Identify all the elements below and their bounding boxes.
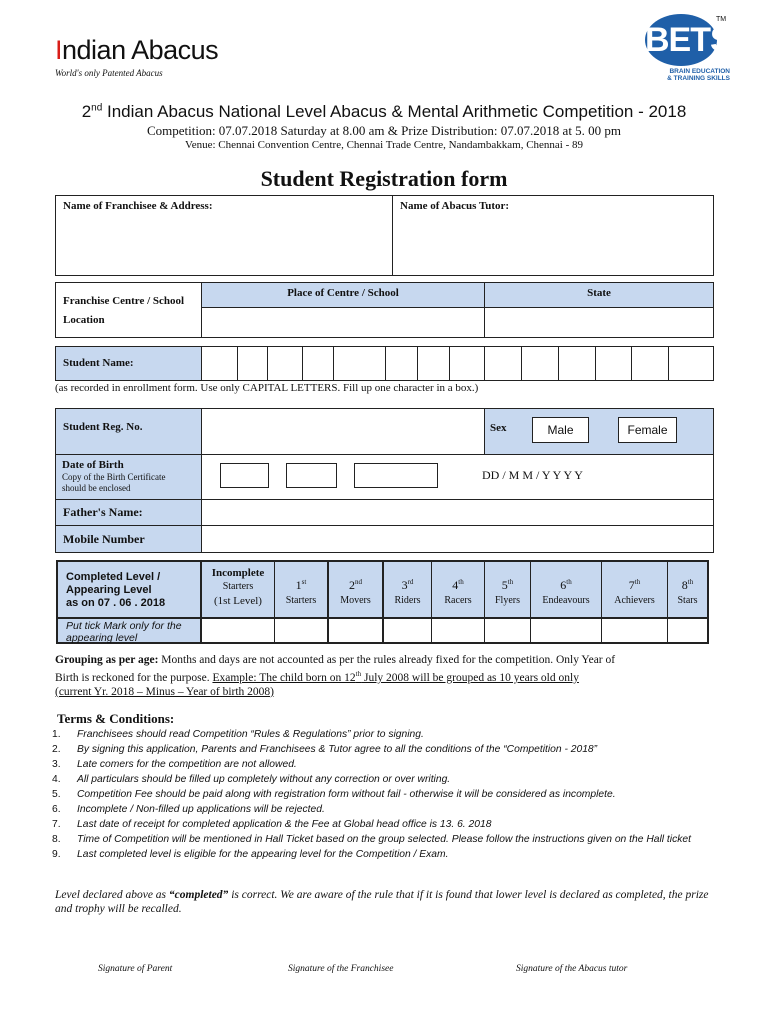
- dob-label: Date of Birth: [62, 459, 124, 471]
- level-header-endeavours: [530, 560, 602, 619]
- state-header: State: [484, 282, 714, 308]
- tick-box-riders[interactable]: [383, 618, 432, 644]
- bets-subtitle-line1: BRAIN EDUCATION: [669, 68, 730, 75]
- competition-heading: [0, 102, 768, 122]
- level-number: 7th: [628, 578, 641, 592]
- term-number: 4.: [52, 774, 61, 785]
- level-name: Racers: [444, 595, 472, 606]
- incomplete-level-header: [201, 560, 275, 619]
- term-number: 5.: [52, 789, 61, 800]
- bets-subtitle-line2: & TRAINING SKILLS: [667, 75, 730, 82]
- heading-main: Indian Abacus National Level Abacus & Mental Arithmetic Competition - 2018: [102, 102, 687, 121]
- term-item: [52, 787, 742, 802]
- form-title: Student Registration form: [260, 166, 508, 191]
- level-label-2: Appearing Level: [66, 584, 152, 596]
- bets-logo: BETS: [645, 14, 717, 66]
- declaration-a: Level declared above as: [55, 889, 169, 901]
- grouping-text-2b: Example: The child born on 12: [212, 671, 356, 684]
- parent-signature-label: Signature of Parent: [98, 964, 173, 974]
- mobile-field[interactable]: [201, 525, 714, 553]
- term-item: [52, 742, 742, 757]
- heading-ordinal-sup: nd: [91, 102, 103, 114]
- grouping-bold: Grouping as per age:: [55, 654, 159, 666]
- char-divider: [417, 346, 418, 381]
- term-item: [52, 847, 742, 862]
- dob-note-1: Copy of the Birth Certificate: [62, 472, 166, 482]
- char-divider: [237, 346, 238, 381]
- term-number: 7.: [52, 819, 61, 830]
- declaration: [55, 888, 715, 916]
- male-option[interactable]: Male: [532, 417, 589, 443]
- level-header-riders: [383, 560, 432, 619]
- level-name: Movers: [340, 595, 371, 606]
- venue: Venue: Chennai Convention Centre, Chennai Trade Centre, Nandambakkam, Chennai - 89: [184, 139, 584, 151]
- level-header-racers: [431, 560, 485, 619]
- logo-indian-text: ndian: [62, 35, 126, 65]
- term-number: 6.: [52, 804, 61, 815]
- dob-format: DD / M M / Y Y Y Y: [482, 468, 583, 482]
- logo-letter-i: I: [55, 35, 63, 65]
- level-name: Riders: [394, 595, 421, 606]
- level-number: 6th: [560, 578, 572, 592]
- tick-box-racers[interactable]: [431, 618, 485, 644]
- char-divider: [484, 346, 485, 381]
- declaration-completed: “completed”: [168, 889, 229, 901]
- logo-abacus-text: Abacus: [131, 35, 219, 65]
- level-number: 3rd: [401, 578, 414, 592]
- level-header-movers: [328, 560, 383, 619]
- competition-date: Competition: 07.07.2018 Saturday at 8.00 am & Prize Distribution: 07.07.2018 at 5. 00 pm: [146, 123, 622, 138]
- term-text: Last date of receipt for completed application & the Fee at Global head office is 13. 6. 2018: [77, 819, 492, 830]
- level-name: Achievers: [614, 595, 655, 606]
- term-number: 9.: [52, 849, 61, 860]
- franchisee-label: Name of Franchisee & Address:: [63, 200, 213, 212]
- char-divider: [631, 346, 632, 381]
- term-text: All particulars should be filled up completely without any correction or over writing.: [77, 774, 451, 785]
- place-header: Place of Centre / School: [201, 282, 485, 308]
- dob-year-box[interactable]: [354, 463, 438, 488]
- sex-label: Sex: [490, 422, 507, 434]
- heading-ordinal: 2: [81, 102, 92, 121]
- tick-box-incomplete[interactable]: [201, 618, 275, 644]
- grouping-text: [55, 653, 735, 699]
- grouping-line-3: (current Yr. 2018 – Minus – Year of birth 2008): [55, 685, 275, 698]
- tick-box-flyers[interactable]: [484, 618, 531, 644]
- term-number: 3.: [52, 759, 61, 770]
- grouping-line-1: [55, 653, 735, 667]
- declaration-c: is correct. We are aware of the rule that if it is found that lower level is declared as completed, the prize and trophy will be recalled.: [55, 889, 709, 915]
- tagline: World's only Patented Abacus: [55, 68, 163, 78]
- char-divider: [267, 346, 268, 381]
- term-text: Last completed level is eligible for the appearing level for the Competition / Exam.: [77, 849, 449, 860]
- tutor-signature-label: Signature of the Abacus tutor: [516, 964, 628, 974]
- divider: [392, 195, 393, 276]
- tick-note-cell: [56, 618, 202, 644]
- incomplete-line-2: Starters: [222, 581, 254, 592]
- level-header-flyers: [484, 560, 531, 619]
- grouping-line-2: [55, 667, 735, 685]
- tick-note-1: Put tick Mark only for the: [66, 620, 182, 632]
- tick-box-endeavours[interactable]: [530, 618, 602, 644]
- dob-month-box[interactable]: [286, 463, 337, 488]
- franchisee-signature-label: Signature of the Franchisee: [288, 964, 394, 974]
- char-divider: [595, 346, 596, 381]
- term-item: [52, 817, 742, 832]
- terms-title: Terms & Conditions:: [57, 711, 175, 726]
- level-header-achievers: [601, 560, 668, 619]
- level-label-cell: [56, 560, 202, 619]
- level-name: Endeavours: [542, 595, 590, 606]
- level-label-1: Completed Level /: [66, 571, 161, 583]
- term-item: [52, 772, 742, 787]
- sex-cell: [484, 408, 714, 455]
- char-divider: [385, 346, 386, 381]
- char-divider: [449, 346, 450, 381]
- level-header-stars: [667, 560, 709, 619]
- term-item: [52, 832, 742, 847]
- centre-label-1: Franchise Centre / School: [63, 295, 185, 307]
- term-item: [52, 757, 742, 772]
- incomplete-line-1: Incomplete: [211, 567, 265, 579]
- char-divider: [521, 346, 522, 381]
- father-field[interactable]: [201, 499, 714, 526]
- level-number: 8th: [681, 578, 694, 592]
- bets-trademark: TM: [716, 16, 727, 23]
- state-field[interactable]: [484, 307, 714, 338]
- student-name-label: Student Name:: [55, 346, 202, 381]
- indian-abacus-logo: [55, 35, 218, 66]
- term-number: 8.: [52, 834, 61, 845]
- reg-no-label: Student Reg. No.: [55, 408, 202, 455]
- term-text: Incomplete / Non-filled up applications will be rejected.: [77, 804, 325, 815]
- tick-box-achievers[interactable]: [601, 618, 668, 644]
- bets-subtitle: [640, 68, 730, 82]
- tick-box-stars[interactable]: [667, 618, 709, 644]
- mobile-label: Mobile Number: [55, 525, 202, 553]
- char-divider: [668, 346, 669, 381]
- reg-no-field[interactable]: [201, 408, 485, 455]
- level-number: 4th: [452, 578, 464, 592]
- level-name: Stars: [677, 595, 698, 606]
- level-name: Flyers: [495, 595, 520, 606]
- dob-field-cell: [201, 454, 714, 500]
- level-number: 1st: [295, 578, 307, 592]
- level-header-starters: [274, 560, 328, 619]
- terms-list: [52, 727, 742, 862]
- place-field[interactable]: [201, 307, 485, 338]
- level-label-3: as on 07 . 06 . 2018: [66, 597, 166, 609]
- tutor-label: Name of Abacus Tutor:: [400, 200, 510, 212]
- level-name: Starters: [285, 595, 317, 606]
- franchisee-field[interactable]: [58, 215, 388, 273]
- term-number: 1.: [52, 729, 61, 740]
- term-item: [52, 802, 742, 817]
- char-box-row: [201, 346, 714, 381]
- centre-label-2: Location: [63, 314, 105, 326]
- level-number: 5th: [501, 578, 514, 592]
- tutor-field[interactable]: [396, 215, 710, 273]
- grouping-sup: th: [355, 670, 362, 678]
- grouping-example: [212, 672, 579, 684]
- grouping-text-1: Months and days are not accounted as per the rules already fixed for the competition. Only Year of: [158, 654, 616, 666]
- tick-note-2: appearing level: [66, 632, 138, 644]
- grouping-text-2a: Birth is reckoned for the purpose.: [55, 671, 213, 684]
- tick-box-starters[interactable]: [274, 618, 328, 644]
- level-number: 2nd: [349, 578, 362, 592]
- term-number: 2.: [52, 744, 61, 755]
- grouping-text-2c: July 2008 will be grouped as 10 years old only: [361, 671, 579, 684]
- term-text: Late comers for the competition are not allowed.: [77, 759, 297, 770]
- father-label: Father's Name:: [55, 499, 202, 526]
- incomplete-line-3: (1st Level): [214, 595, 262, 607]
- char-divider: [333, 346, 334, 381]
- dob-note-2: should be enclosed: [62, 483, 131, 493]
- female-option[interactable]: Female: [618, 417, 677, 443]
- dob-day-box[interactable]: [220, 463, 269, 488]
- term-text: By signing this application, Parents and Franchisees & Tutor agree to all the conditions of the “Competition - 2018”: [77, 744, 598, 755]
- term-text: Competition Fee should be paid along with registration form without fail - otherwise it will be considered as incomplete.: [77, 789, 616, 800]
- name-instruction: (as recorded in enrollment form. Use only CAPITAL LETTERS. Fill up one character in a box.): [55, 382, 479, 394]
- term-text: Time of Competition will be mentioned in Hall Ticket based on the group selected. Please follow the instructions given on the Hall ticket: [77, 834, 691, 845]
- term-item: [52, 727, 742, 742]
- char-divider: [558, 346, 559, 381]
- term-text: Franchisees should read Competition “Rules & Regulations” prior to signing.: [77, 729, 424, 740]
- tick-box-movers[interactable]: [328, 618, 383, 644]
- char-divider: [302, 346, 303, 381]
